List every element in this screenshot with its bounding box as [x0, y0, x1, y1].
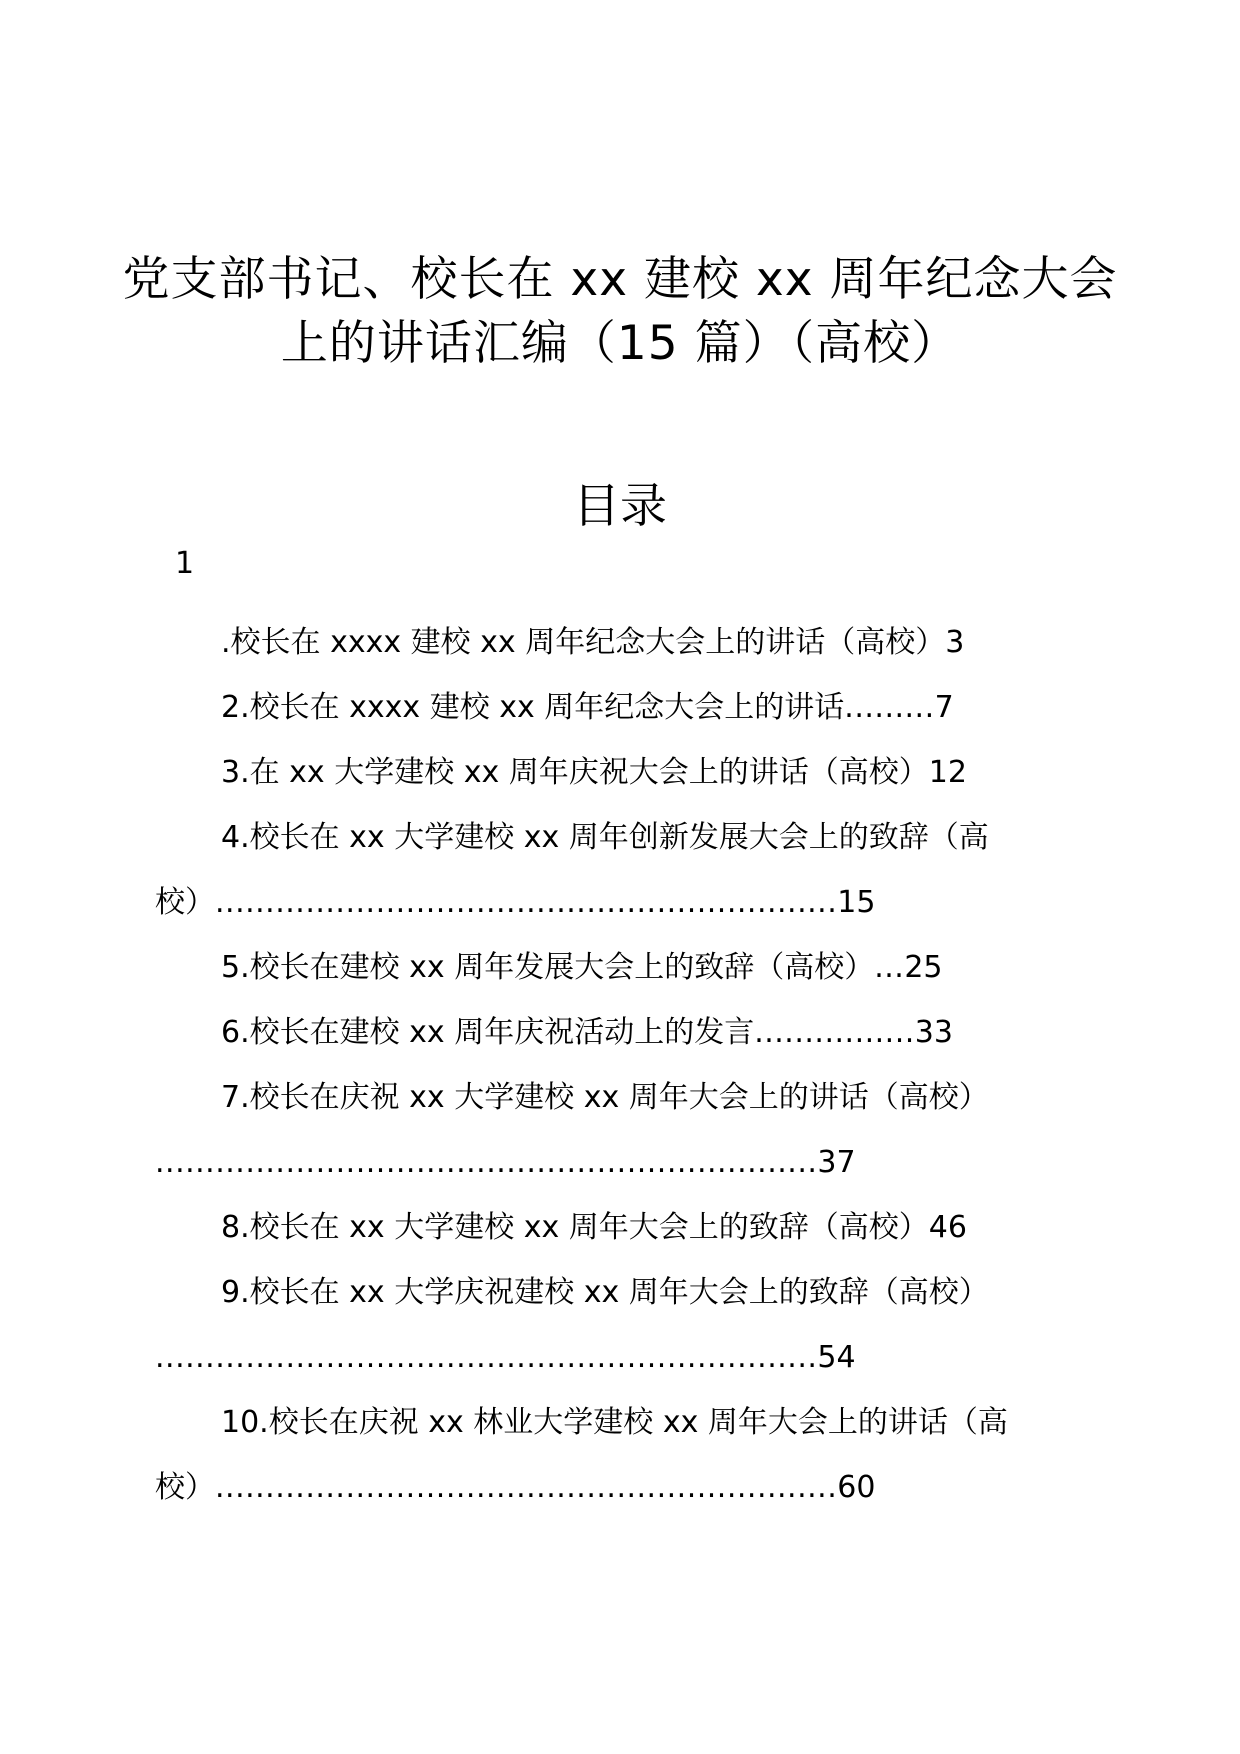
toc-heading: 目录 — [573, 479, 667, 534]
toc-entry-title: 8.校长在 xx 大学建校 xx 周年大会上的致辞（高校） — [221, 1210, 929, 1245]
toc-entry-leader: ... — [874, 950, 905, 985]
toc-entry-9[interactable] — [155, 1260, 1085, 1390]
toc-entry-title: 5.校长在建校 xx 周年发展大会上的致辞（高校） — [221, 950, 875, 985]
toc-entry-page: 15 — [837, 885, 876, 920]
title-line-1: 党支部书记、校长在 xx 建校 xx 周年纪念大会 — [122, 252, 1118, 307]
toc-entry-page: 60 — [837, 1470, 876, 1505]
toc-entry-10[interactable] — [155, 1390, 1085, 1520]
toc-entry-2[interactable] — [155, 675, 1085, 740]
toc-entry-4[interactable] — [155, 805, 1085, 935]
toc-entry-1[interactable] — [155, 610, 1085, 675]
toc-entry-leader: .................................................................. — [155, 1145, 818, 1180]
toc-entry-8[interactable] — [155, 1195, 1085, 1260]
toc-entry-3[interactable] — [155, 740, 1085, 805]
toc-entry-7[interactable] — [155, 1065, 1085, 1195]
toc-entry-leader: ................ — [754, 1015, 915, 1050]
toc-entry-page: 46 — [928, 1210, 967, 1245]
toc-entry-5[interactable] — [155, 935, 1085, 1000]
toc-entry-page: 33 — [914, 1015, 953, 1050]
toc-entry-title-cont: 校） — [155, 1470, 215, 1505]
toc-entry-leader: .............................................................. — [215, 885, 838, 920]
toc-entry-title: 7.校长在庆祝 xx 大学建校 xx 周年大会上的讲话（高校） — [221, 1080, 989, 1115]
toc-entry-title: 4.校长在 xx 大学建校 xx 周年创新发展大会上的致辞（高 — [221, 820, 989, 855]
toc-entry-page: 3 — [945, 625, 965, 660]
toc-entry-title: .校长在 xxxx 建校 xx 周年纪念大会上的讲话（高校） — [221, 625, 946, 660]
toc-entry-title: 3.在 xx 大学建校 xx 周年庆祝大会上的讲话（高校） — [221, 755, 929, 790]
toc-stray-number: 1 — [175, 546, 195, 581]
toc-entry-page: 12 — [928, 755, 967, 790]
table-of-contents — [155, 610, 1085, 1520]
toc-entry-leader: .............................................................. — [215, 1470, 838, 1505]
toc-entry-title: 9.校长在 xx 大学庆祝建校 xx 周年大会上的致辞（高校） — [221, 1275, 989, 1310]
toc-entry-page: 7 — [934, 690, 954, 725]
toc-entry-page: 37 — [817, 1145, 856, 1180]
title-line-2: 上的讲话汇编（15 篇）（高校） — [280, 316, 960, 371]
toc-entry-leader: ......... — [844, 690, 935, 725]
toc-entry-title-cont: 校） — [155, 885, 215, 920]
toc-entry-title: 2.校长在 xxxx 建校 xx 周年纪念大会上的讲话 — [221, 690, 845, 725]
toc-entry-6[interactable] — [155, 1000, 1085, 1065]
toc-entry-leader: .................................................................. — [155, 1340, 818, 1375]
toc-entry-page: 54 — [817, 1340, 856, 1375]
toc-entry-title: 6.校长在建校 xx 周年庆祝活动上的发言 — [221, 1015, 755, 1050]
document-title — [100, 248, 1140, 376]
toc-entry-page: 25 — [904, 950, 943, 985]
toc-entry-title: 10.校长在庆祝 xx 林业大学建校 xx 周年大会上的讲话（高 — [221, 1405, 1008, 1440]
